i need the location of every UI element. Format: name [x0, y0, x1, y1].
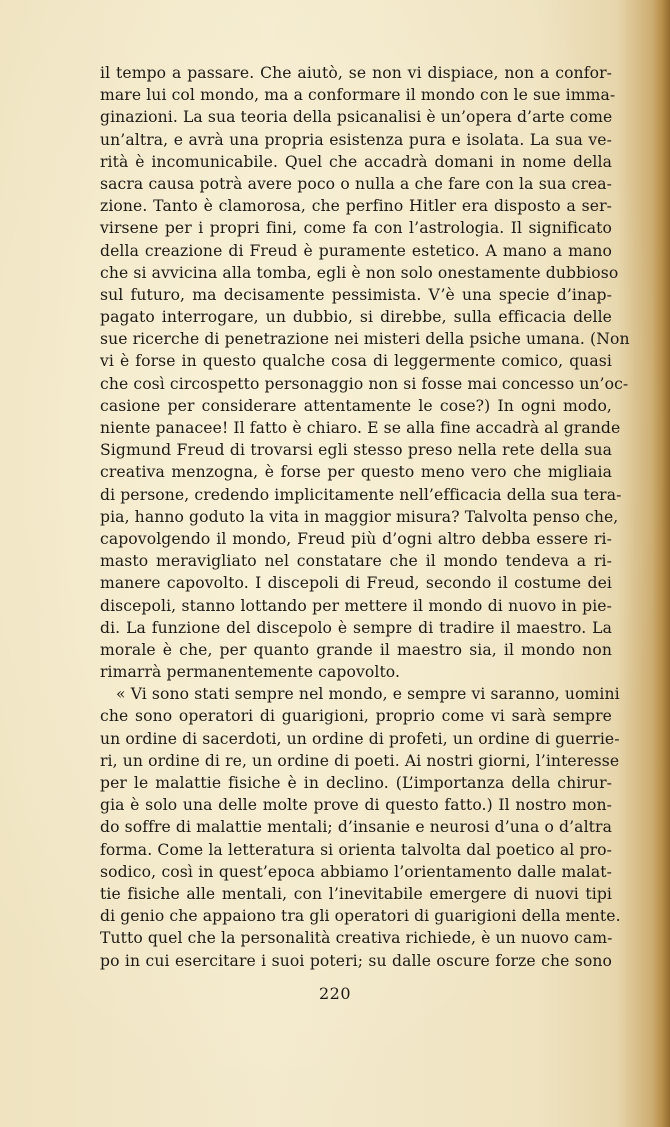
text-line: per le malattie fisiche è in declino. (L’importanza della chirur- [100, 774, 612, 792]
text-line: forma. Come la letteratura si orienta talvolta dal poetico al pro- [100, 840, 612, 859]
text-line: che così circospetto personaggio non si fosse mai concesso un’oc- [100, 374, 629, 393]
text-line: di genio che appaiono tra gli operatori di guarigioni della mente. [100, 907, 621, 926]
text-line: virsene per i propri fini, come fa con l’astrologia. Il significato [100, 219, 612, 238]
text-line: zione. Tanto è clamorosa, che perfino Hitler era disposto a ser- [100, 197, 612, 216]
text-line: Tutto quel che la personalità creativa richiede, è un nuovo cam- [100, 929, 613, 948]
body-text [100, 62, 630, 972]
text-line: un ordine di sacerdoti, un ordine di profeti, un ordine di guerrie- [100, 729, 620, 748]
text-line: mare lui col mondo, ma a conformare il mondo con le sue imma- [100, 86, 616, 105]
text-line: ri, un ordine di re, un ordine di poeti. Ai nostri giorni, l’interesse [100, 751, 620, 770]
text-line: casione per considerare attentamente le cose?) In ogni modo, [100, 396, 612, 415]
text-line: di. La funzione del discepolo è sempre di tradire il maestro. La [100, 618, 612, 637]
text-line: sacra causa potrà avere poco o nulla a che fare con la sua crea- [100, 174, 612, 193]
text-line: niente panacee! Il fatto è chiaro. E se alla fine accadrà al grande [100, 419, 621, 437]
text-line: un’altra, e avrà una propria esistenza pura e isolata. La sua ve- [100, 130, 612, 149]
text-line: sul futuro, ma decisamente pessimista. V’è una specie d’inap- [100, 285, 612, 304]
text-line: pagato interrogare, un dubbio, si direbbe, sulla efficacia delle [100, 308, 612, 327]
text-line: che si avvicina alla tomba, egli è non solo onestamente dubbioso [100, 263, 619, 282]
text-line: di persone, credendo implicitamente nell’efficacia della sua tera- [100, 485, 622, 504]
text-line: tie fisiche alle mentali, con l’inevitabile emergere di nuovi tipi [100, 884, 612, 903]
text-line: Sigmund Freud di trovarsi egli stesso preso nella rete della sua [100, 441, 612, 460]
paragraph-start-line: « Vi sono stati sempre nel mondo, e sempre vi saranno, uomini [116, 685, 620, 704]
text-line: morale è che, per quanto grande il maestro sia, il mondo non [100, 640, 612, 659]
text-line: il tempo a passare. Che aiutò, se non vi dispiace, non a confor- [100, 64, 612, 82]
paragraph-end-line: rimarrà permanentemente capovolto. [100, 663, 401, 682]
text-line: creativa menzogna, è forse per questo meno vero che migliaia [100, 463, 612, 482]
text-line: gia è solo una delle molte prove di questo fatto.) Il nostro mon- [100, 796, 612, 815]
text-line: po in cui esercitare i suoi poteri; su dalle oscure forze che sono [100, 951, 612, 970]
text-line: sodico, così in quest’epoca abbiamo l’orientamento dalle malat- [100, 862, 612, 881]
text-line: capovolgendo il mondo, Freud più d’ogni altro debba essere ri- [100, 529, 612, 548]
text-line: do soffre di malattie mentali; d’insanie e neurosi d’una o d’altra [100, 818, 612, 837]
text-line: sue ricerche di penetrazione nei misteri della psiche umana. (Non [100, 330, 630, 349]
text-line: discepoli, stanno lottando per mettere il mondo di nuovo in pie- [100, 596, 612, 615]
text-line: vi è forse in questo qualche cosa di leggermente comico, quasi [100, 352, 612, 371]
text-line: masto meravigliato nel constatare che il mondo tendeva a ri- [100, 552, 612, 571]
text-line: della creazione di Freud è puramente estetico. A mano a mano [100, 241, 612, 260]
page-edge-shadow [652, 0, 670, 1127]
text-line: ginazioni. La sua teoria della psicanalisi è un’opera d’arte come [100, 108, 613, 127]
page-number: 220 [318, 984, 352, 1003]
text-line: manere capovolto. I discepoli di Freud, secondo il costume dei [100, 574, 612, 593]
text-line: rità è incomunicabile. Quel che accadrà domani in nome della [100, 152, 612, 171]
text-line: pia, hanno goduto la vita in maggior misura? Talvolta penso che, [100, 507, 619, 526]
text-line: che sono operatori di guarigioni, proprio come vi sarà sempre [100, 707, 612, 726]
